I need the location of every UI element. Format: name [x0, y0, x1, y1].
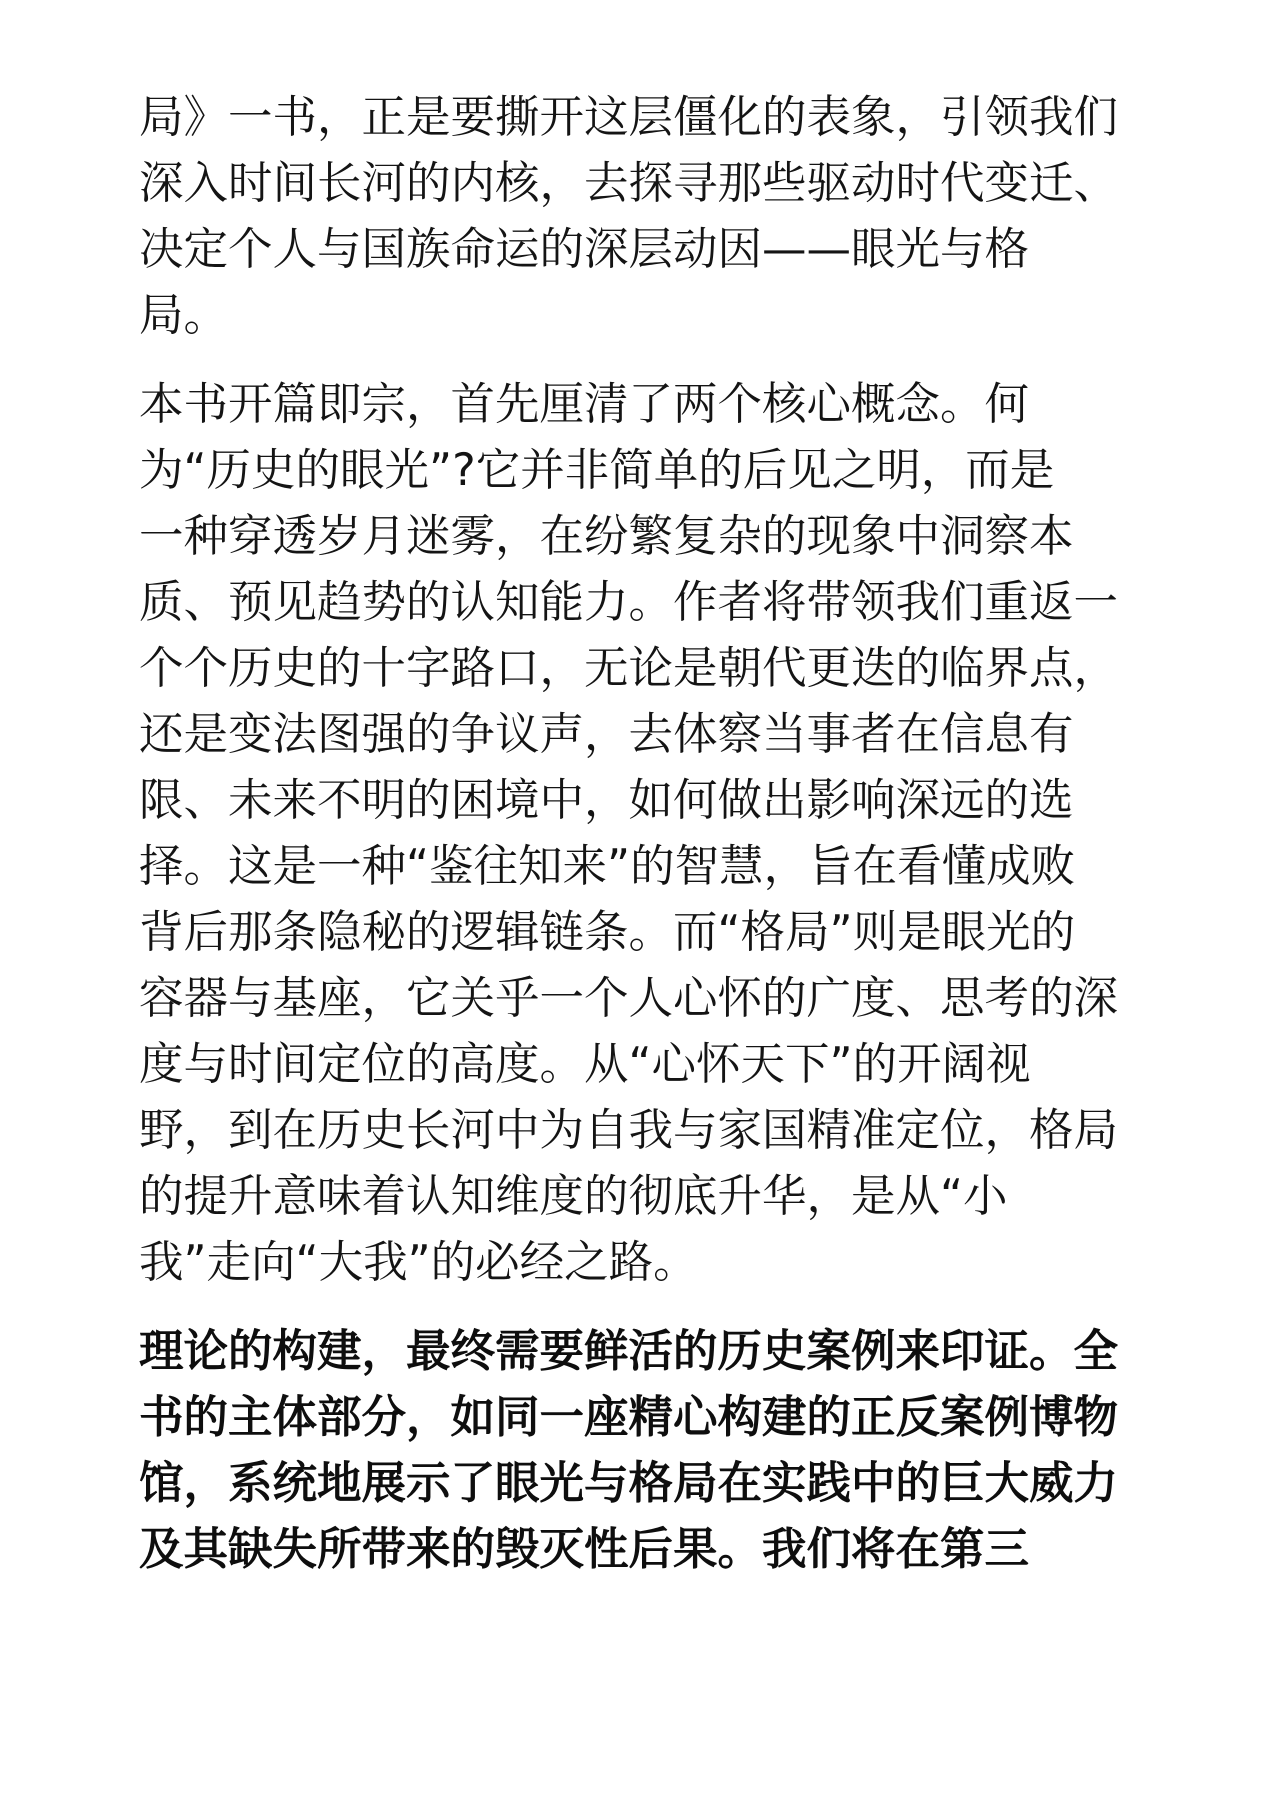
- paragraph-3-line-4: 及其缺失所带来的毁灭性后果。我们将在第三: [139, 1524, 1030, 1575]
- paragraph-2-line-6: 还是变法图强的争议声，去体察当事者在信息有: [139, 709, 1074, 760]
- paragraph-2-line-8: 择。这是一种“鉴往知来”的智慧，旨在看懂成败: [139, 841, 1076, 892]
- paragraph-1-line-4: 局。: [139, 290, 229, 341]
- paragraph-3-line-3: 馆，系统地展示了眼光与格局在实践中的巨大威力: [139, 1458, 1119, 1509]
- paragraph-3-line-2: 书的主体部分，如同一座精心构建的正反案例博物: [139, 1392, 1119, 1443]
- paragraph-3-line-1: 理论的构建，最终需要鲜活的历史案例来印证。全: [139, 1326, 1119, 1377]
- paragraph-2-line-13: 的提升意味着认知维度的彻底升华，是从“小: [139, 1171, 1008, 1222]
- paragraph-2-line-12: 野，到在历史长河中为自我与家国精准定位，格局: [139, 1105, 1119, 1156]
- paragraph-2-line-3: 一种穿透岁月迷雾，在纷繁复杂的现象中洞察本: [139, 511, 1074, 562]
- paragraph-2-line-14: 我”走向“大我”的必经之路。: [139, 1237, 698, 1288]
- paragraph-2-line-7: 限、未来不明的困境中，如何做出影响深远的选: [139, 775, 1074, 826]
- paragraph-2-line-1: 本书开篇即宗，首先厘清了两个核心概念。何: [139, 379, 1030, 430]
- paragraph-1-line-1: 局》一书，正是要撕开这层僵化的表象，引领我们: [139, 92, 1119, 143]
- paragraph-2-line-4: 质、预见趋势的认知能力。作者将带领我们重返一: [139, 577, 1119, 628]
- paragraph-2-line-11: 度与时间定位的高度。从“心怀天下”的开阔视: [139, 1039, 1031, 1090]
- paragraph-2-line-10: 容器与基座，它关乎一个人心怀的广度、思考的深: [139, 973, 1119, 1024]
- paragraph-2-line-9: 背后那条隐秘的逻辑链条。而“格局”则是眼光的: [139, 907, 1076, 958]
- paragraph-1-line-3: 决定个人与国族命运的深层动因——眼光与格: [139, 224, 1030, 275]
- paragraph-1-line-2: 深入时间长河的内核，去探寻那些驱动时代变迁、: [139, 158, 1119, 209]
- paragraph-2-line-2: 为“历史的眼光”?它并非简单的后见之明，而是: [139, 445, 1055, 496]
- paragraph-2-line-5: 个个历史的十字路口，无论是朝代更迭的临界点，: [139, 643, 1119, 694]
